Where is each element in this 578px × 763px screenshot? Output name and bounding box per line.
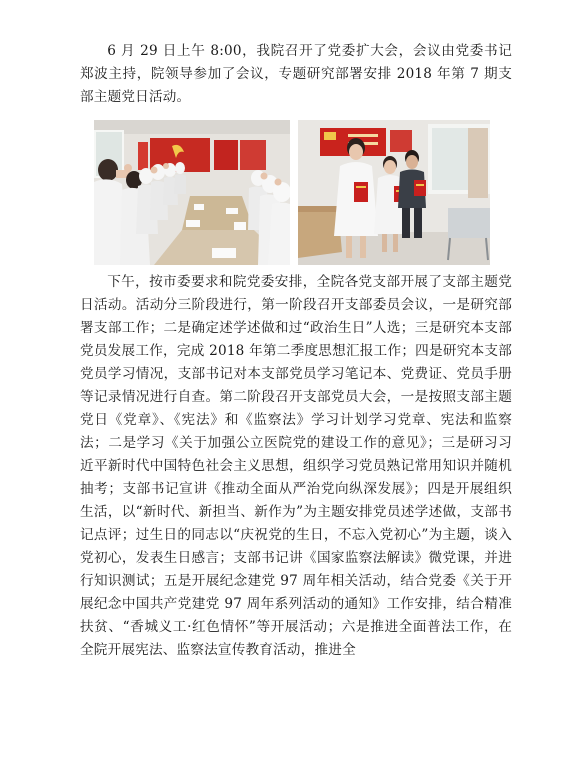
paragraph-meeting: 6 月 29 日上午 8:00，我院召开了党委扩大会，会议由党委书记郑波主持，院领导参加了会议，专题研究部署安排 2018 年第 7 期支部主题党日活动。 <box>80 43 512 105</box>
paragraph-afternoon-activities: 下午，按市委要求和院党委安排，全院各党支部开展了支部主题党日活动。活动分三阶段进行，第一阶段召开支部委员会议，一是研究部署支部工作；二是确定述学述做和过“政治生日”人选；三是研究本支部党员发展工作，完成 2018 年第二季度思想汇报工作；四是研究本支部党员学习情况，支部书记对本支部党员学习笔记本、党费证、党员手册等记录情况进行自查。第二阶段召开支部党员大会，一是按照支部主题党日《党章》、《宪法》和《监察法》学习计划学习党章、宪法和监察法；二是学习《关于加强公立医院党的建设工作的意见》；三是研习习近平新时代中国特色社会主义思想，组织学习党员熟记常用知识并随机抽考；支部书记宣讲《推动全面从严治党向纵深发展》；四是开展组织生活，以“新时代、新担当、新作为”为主题安排党员述学述做，支部书记点评；过生日的同志以“庆祝党的生日，不忘入党初心”为主题，谈入党初心，发表生日感言；支部书记讲《国家监察法解读》微党课，并进行知识测试；五是开展纪念建党 97 周年相关活动，结合党委《关于开展纪念中国共产党建党 97 周年系列活动的通知》工作安排，结合精准扶贫、“香城义工·红色情怀”等开展活动；六是推进全面普法工作，在全院开展宪法、监察法宣传教育活动，推进全 <box>80 274 512 658</box>
photo-oath-ceremony <box>94 120 290 265</box>
photo-award-presentation <box>298 120 490 265</box>
photo-oath-ceremony-image <box>94 120 290 265</box>
photo-award-presentation-image <box>298 120 490 265</box>
